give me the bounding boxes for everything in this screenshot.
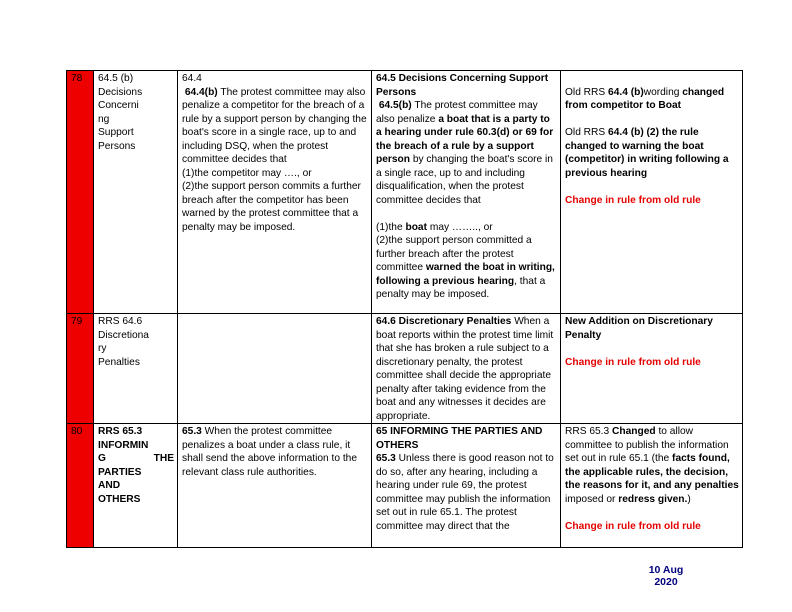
topic-line: Decisions: [98, 86, 143, 98]
new-rule-heading: 64.5 Decisions Concerning Support Persons: [376, 73, 549, 98]
change-note: Change in rule from old rule: [565, 520, 701, 532]
topic-line: Penalties: [98, 356, 140, 368]
table-row: [67, 71, 743, 314]
comment-text: Old RRS 64.4 (b) (2) the rule changed to warning the boat (competitor) in writing following a previous hearing: [565, 127, 729, 179]
topic-line: RRS 65.3: [98, 426, 143, 437]
topic-cell: [94, 314, 178, 424]
rules-comparison-table: [66, 70, 743, 548]
topic-line: 64.5 (b): [98, 73, 134, 84]
footer-date: [633, 564, 699, 588]
comment-text: Old RRS 64.4 (b)wording changed from competitor to Boat: [565, 86, 725, 111]
topic-line: OTHERS: [98, 493, 141, 505]
new-rule-text: 64.5(b) The protest committee may also penalize a boat that is a party to a hearing under rule 60.3(d) or 69 for the breach of a rule by a support person by changing the boat's score in a single race, up to and including disqualification, when the protest committee decides that: [376, 100, 554, 206]
topic-line: RRS 64.6: [98, 316, 143, 327]
topic-cell: [94, 71, 178, 314]
row-number: 80: [67, 424, 94, 548]
new-rule-item: (2)the support person committed a further breach after the protest committee warned the boat in writing, following a previous hearing, that a penalty may be imposed.: [376, 235, 555, 300]
change-note: Change in rule from old rule: [565, 356, 701, 368]
row-number: 79: [67, 314, 94, 424]
old-rule-cell: [178, 71, 372, 314]
topic-line: INFORMIN: [98, 439, 149, 451]
new-rule-text: 65.3 Unless there is good reason not to do so, after any hearing, including a hearing under rule 69, the protest committee may publish the information set out in rule 65.1. The protest committee may direct that the: [376, 453, 554, 532]
change-note: Change in rule from old rule: [565, 194, 701, 206]
topic-line: PARTIES: [98, 466, 142, 478]
topic-line: Persons: [98, 140, 136, 152]
topic-line: Concerni: [98, 100, 139, 111]
topic-line: Support: [98, 127, 134, 138]
old-rule-heading: 64.4: [182, 73, 202, 84]
row-number: 78: [67, 71, 94, 314]
comment-cell: [561, 314, 743, 424]
table-row: [67, 314, 743, 424]
new-rule-text: 64.6 Discretionary Penalties When a boat reports within the protest time limit that she has broken a rule subject to a discretionary penalty, the protest committee shall decide the appropriate penalty after taking evidence from the boat and any witnesses it decides are appropriate.: [376, 316, 554, 422]
old-rule-item: (1)the competitor may …., or: [182, 167, 312, 179]
topic-line: G THE: [98, 453, 174, 464]
old-rule-text: 64.4(b) The protest committee may also penalize a competitor for the breach of a rule by a support person by changing the boat's score in a single race, up to and including DSQ, when the protest committee decides that: [182, 86, 367, 165]
new-rule-item: (1)the boat may …….., or: [376, 221, 493, 233]
old-rule-item: (2)the support person commits a further breach after the competitor has been warned by the protest committee that a penalty may be imposed.: [182, 181, 361, 233]
comment-cell: [561, 424, 743, 548]
comment-text: New Addition on Discretionary Penalty: [565, 316, 713, 341]
new-rule-cell: [372, 424, 561, 548]
topic-line: ry: [98, 343, 107, 354]
footer-date-line: 2020: [654, 576, 678, 588]
old-rule-text: 65.3 When the protest committee penalizes a boat under a class rule, it shall send the above information to the relevant class rule authorities.: [182, 426, 357, 478]
footer-date-line: 10 Aug: [648, 564, 684, 576]
new-rule-heading: 65 INFORMING THE PARTIES AND OTHERS: [376, 426, 543, 451]
comment-cell: [561, 71, 743, 314]
topic-line: AND: [98, 480, 121, 491]
new-rule-cell: [372, 71, 561, 314]
table-row: [67, 424, 743, 548]
new-rule-cell: [372, 314, 561, 424]
old-rule-cell: [178, 314, 372, 424]
topic-line: Discretiona: [98, 329, 149, 341]
topic-line: ng: [98, 113, 110, 125]
comment-text: RRS 65.3 Changed to allow committee to publish the information set out in rule 65.1 (the facts found, the applicable rules, the decision, the reasons for it, and any penalties imposed or redress given.): [565, 426, 739, 505]
old-rule-cell: [178, 424, 372, 548]
topic-cell: [94, 424, 178, 548]
